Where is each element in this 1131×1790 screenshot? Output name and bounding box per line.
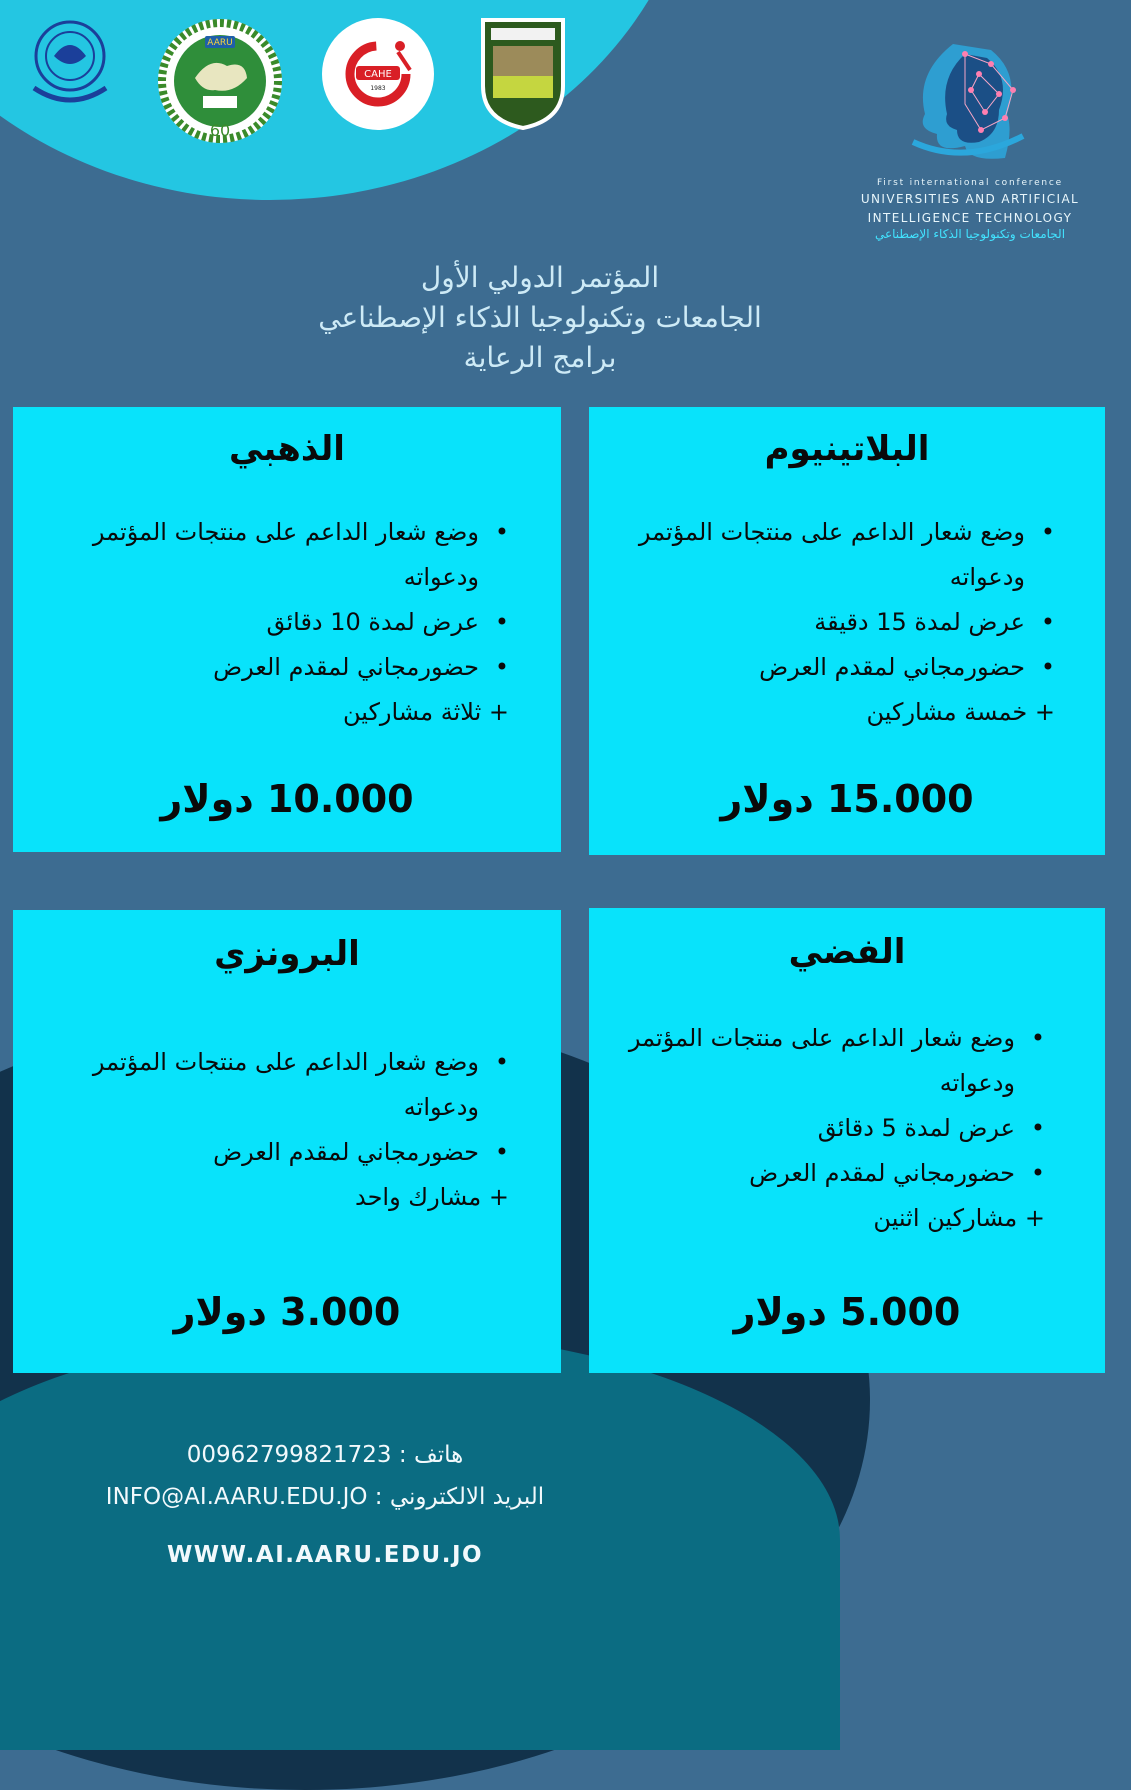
package-benefits <box>69 1040 509 1220</box>
platinum-package-card <box>589 407 1105 855</box>
title-line-2: الجامعات وتكنولوجيا الذكاء الإصطناعي <box>318 301 762 334</box>
bronze-package-card <box>13 910 561 1373</box>
brand-line-3: INTELLIGENCE TECHNOLOGY <box>867 211 1073 225</box>
cahe-badge-text: CAHE <box>364 69 392 80</box>
cahe-year-text: 1983 <box>370 85 386 92</box>
ajloun-university-logo <box>475 16 571 132</box>
title-line-3: برامج الرعاية <box>463 341 617 374</box>
package-price: 5.000 دولار <box>733 1290 961 1334</box>
brand-line-arabic: الجامعات وتكنولوجيا الذكاء الإصطناعي <box>874 227 1066 241</box>
benefit-item: • عرض لمدة 10 دقائق <box>69 600 509 645</box>
brand-line-1: First international conference <box>876 178 1064 188</box>
package-price: 15.000 دولار <box>720 777 974 821</box>
conference-brand <box>840 34 1100 241</box>
ajloun-shield-icon <box>475 16 571 132</box>
cahe-logo <box>318 14 438 134</box>
contact-email[interactable]: البريد الالكتروني : INFO@AI.AARU.EDU.JO <box>105 1484 545 1510</box>
benefit-item: • وضع شعار الداعم على منتجات المؤتمر ودعواته <box>69 510 509 600</box>
benefit-item: • حضورمجاني لمقدم العرض <box>69 1130 509 1175</box>
title-line-1: المؤتمر الدولي الأول <box>420 261 660 294</box>
benefit-item: • حضورمجاني لمقدم العرض <box>605 1151 1045 1196</box>
benefit-item: • عرض لمدة 5 دقائق <box>605 1106 1045 1151</box>
benefit-extra: + خمسة مشاركين <box>866 698 1055 726</box>
cahe-emblem-icon <box>318 14 438 134</box>
package-title: الفضي <box>788 932 906 972</box>
benefit-item: • وضع شعار الداعم على منتجات المؤتمر ودعواته <box>615 510 1055 600</box>
benefit-extra: + مشاركين اثنين <box>873 1204 1045 1232</box>
brand-line-2: UNIVERSITIES AND ARTIFICIAL <box>860 192 1080 206</box>
package-title: البلاتينيوم <box>764 429 930 469</box>
aaru-emblem-icon <box>155 16 285 146</box>
benefit-extra: + مشارك واحد <box>354 1183 509 1211</box>
package-title: الذهبي <box>229 429 345 469</box>
package-price: 3.000 دولار <box>173 1290 401 1334</box>
benefit-item: • عرض لمدة 15 دقيقة <box>615 600 1055 645</box>
benefit-item: • وضع شعار الداعم على منتجات المؤتمر ودعواته <box>69 1040 509 1130</box>
arab-academy-emblem-icon <box>20 12 120 112</box>
arab-academy-logo <box>20 12 120 112</box>
benefit-item: • حضورمجاني لمقدم العرض <box>69 645 509 690</box>
website-link[interactable]: WWW.AI.AARU.EDU.JO <box>166 1542 484 1568</box>
contact-phone: هاتف : 00962799821723 <box>186 1442 464 1468</box>
aaru-anniversary-number: 60 <box>209 121 231 140</box>
ai-head-network-icon <box>895 34 1045 174</box>
benefit-item: • وضع شعار الداعم على منتجات المؤتمر ودعواته <box>605 1016 1045 1106</box>
silver-package-card <box>589 908 1105 1373</box>
aaru-badge-text: AARU <box>207 38 233 48</box>
page-title <box>230 258 850 378</box>
package-benefits <box>615 510 1055 735</box>
package-title: البرونزي <box>214 934 360 974</box>
package-benefits <box>605 1016 1045 1241</box>
benefit-item: • حضورمجاني لمقدم العرض <box>615 645 1055 690</box>
aaru-logo <box>155 16 285 146</box>
benefit-extra: + ثلاثة مشاركين <box>342 698 509 726</box>
package-benefits <box>69 510 509 735</box>
package-price: 10.000 دولار <box>160 777 414 821</box>
gold-package-card <box>13 407 561 852</box>
